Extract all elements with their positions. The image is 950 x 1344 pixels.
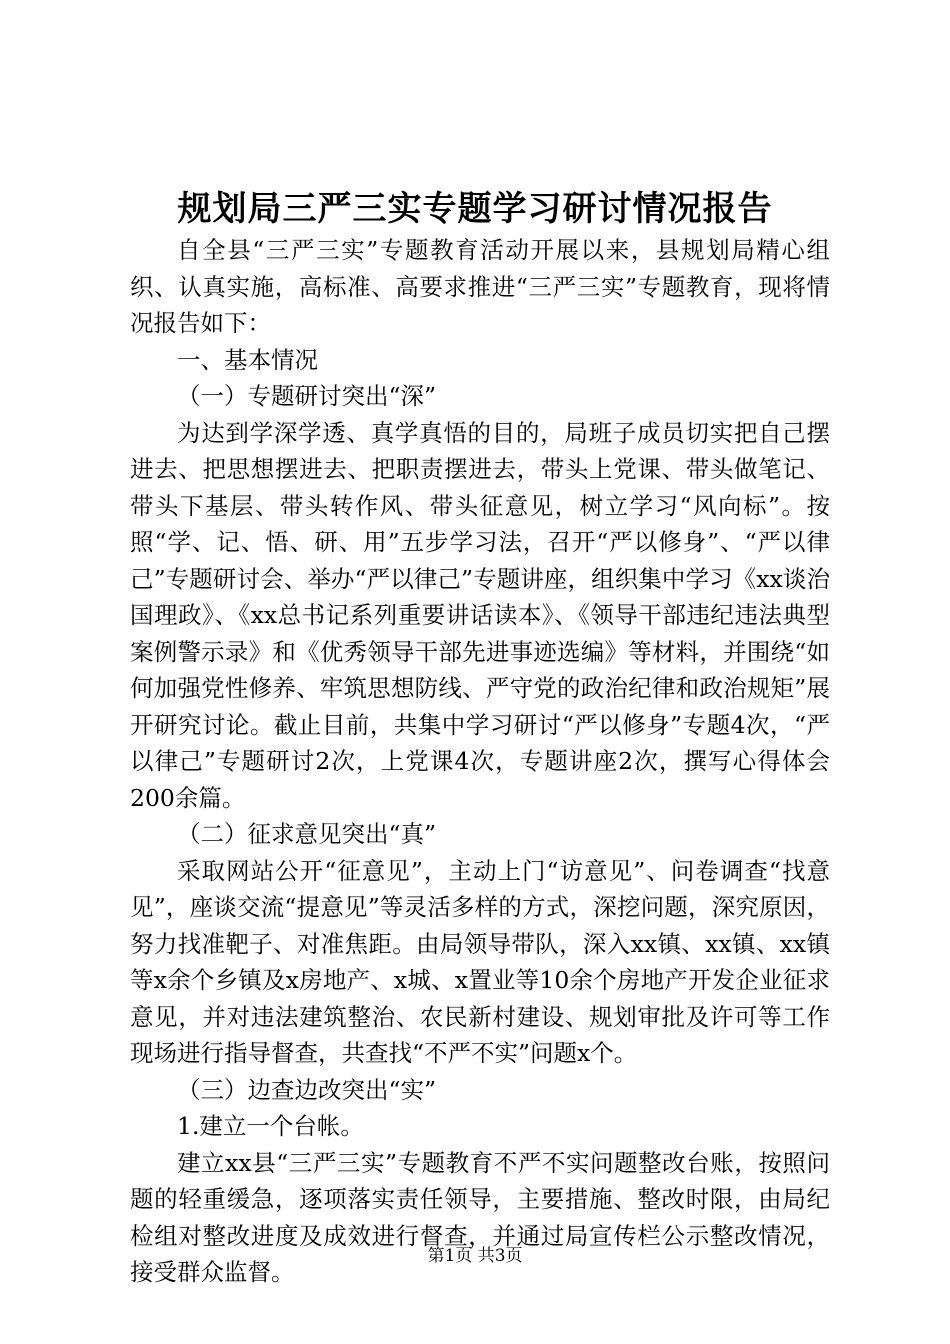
item-heading-1: 1.建立一个台帐。 bbox=[177, 1112, 364, 1140]
page-footer: 第1页 共3页 bbox=[427, 1246, 523, 1266]
subsection-heading-1: （一）专题研讨突出“深” bbox=[177, 382, 437, 410]
document-title: 规划局三严三实专题学习研讨情况报告 bbox=[177, 189, 773, 229]
body-paragraph-2: 采取网站公开“征意见”，主动上门“访意见”、问卷调查“找意见”，座谈交流“提意见”等灵活多样的方式，深挖问题，深究原因，努力找准靶子、对准焦距。由局领导带队，深入xx镇、xx镇、xx镇等x余个乡镇及x房地产、x城、x置业等10余个房地产开发企业征求意见，并对违法建筑整治、农民新村建设、规划审批及许可等工作现场进行指导督查，共查找“不严不实”问题x个。 bbox=[130, 856, 830, 1067]
section-heading-basic: 一、基本情况 bbox=[177, 345, 318, 374]
subsection-heading-3: （三）边查边改突出“实” bbox=[177, 1075, 437, 1104]
subsection-heading-2: （二）征求意见突出“真” bbox=[177, 820, 437, 848]
body-paragraph-3: 建立xx县“三严三实”专题教育不严不实问题整改台账，按照问题的轻重缓急，逐项落实责任领导，主要措施、整改时限，由局纪检组对整改进度及成效进行督查，并通过局宣传栏公示整改情况，接受群众监督。 bbox=[130, 1148, 830, 1286]
intro-paragraph: 自全县“三严三实”专题教育活动开展以来，县规划局精心组织、认真实施，高标准、高要求推进“三严三实”专题教育，现将情况报告如下： bbox=[130, 236, 830, 337]
document-body bbox=[130, 232, 830, 1291]
body-paragraph-1: 为达到学深学透、真学真悟的目的，局班子成员切实把自己摆进去、把思想摆进去、把职责摆进去，带头上党课、带头做笔记、带头下基层、带头转作风、带头征意见，树立学习“风向标”。按照“学、记、悟、研、用”五步学习法，召开“严以修身”、“严以律己”专题研讨会、举办“严以律己”专题讲座，组织集中学习《xx谈治国理政》、《xx总书记系列重要讲话读本》、《领导干部违纪违法典型案例警示录》和《优秀领导干部先进事迹选编》等材料，并围绕“如何加强党性修养、牢筑思想防线、严守党的政治纪律和政治规矩”展开研究讨论。截止目前，共集中学习研讨“严以修身”专题4次，“严以律己”专题研讨2次，上党课4次，专题讲座2次，撰写心得体会200余篇。 bbox=[130, 418, 830, 812]
